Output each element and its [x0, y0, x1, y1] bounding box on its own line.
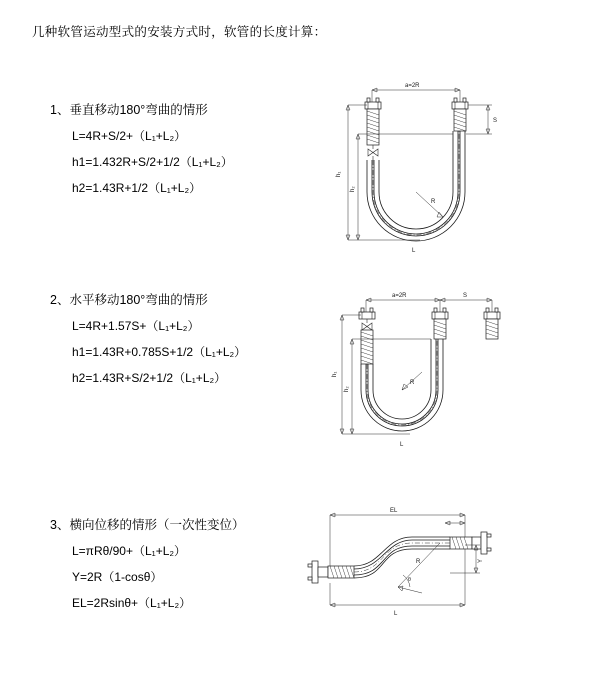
- section-1-formula-1: L=4R+S/2+（L₁+L₂）: [72, 129, 187, 143]
- svg-text:L: L: [400, 442, 404, 448]
- section-3-formula-3: EL=2Rsinθ+（L₁+L₂）: [72, 596, 192, 610]
- svg-text:R: R: [416, 559, 421, 565]
- vertical-180-bend-svg: [310, 72, 520, 267]
- svg-text:R: R: [410, 380, 415, 386]
- section-2-text: [50, 290, 310, 395]
- section-2-formula-3: h2=1.43R+S/2+1/2（L₁+L₂）: [72, 371, 227, 385]
- section-2-formula-2: h1=1.43R+0.785S+1/2（L₁+L₂）: [72, 345, 247, 359]
- svg-text:h₂: h₂: [344, 386, 350, 392]
- svg-text:Y: Y: [478, 558, 484, 563]
- svg-text:L: L: [412, 248, 416, 254]
- section-3-formula-2: Y=2R（1-cosθ）: [72, 570, 163, 584]
- section-3-formula-1: L=πRθ/90+（L₁+L₂）: [72, 544, 187, 558]
- page-title: 几种软管运动型式的安装方式时，软管的长度计算：: [32, 25, 327, 39]
- svg-text:S: S: [463, 293, 468, 299]
- section-1-formula-2: h1=1.432R+S/2+1/2（L₁+L₂）: [72, 155, 233, 169]
- horizontal-180-bend-svg: [310, 282, 525, 457]
- section-3-title: 3、横向位移的情形（一次性变位）: [50, 518, 245, 532]
- svg-text:S: S: [493, 118, 498, 124]
- section-1-text: [50, 100, 310, 205]
- section-3-text: [50, 515, 310, 620]
- svg-text:R: R: [431, 199, 436, 205]
- svg-text:h₁: h₁: [336, 171, 342, 177]
- horizontal-180-bend-diagram: [310, 282, 525, 457]
- svg-text:θ: θ: [408, 577, 411, 583]
- lateral-offset-diagram: [290, 501, 505, 631]
- lateral-offset-svg: [290, 501, 505, 631]
- svg-text:a=2R: a=2R: [392, 293, 407, 299]
- vertical-180-bend-diagram: [310, 72, 520, 267]
- svg-text:h₂: h₂: [350, 186, 356, 192]
- svg-text:a=2R: a=2R: [405, 83, 420, 89]
- section-2-formula-1: L=4R+1.57S+（L₁+L₂）: [72, 319, 200, 333]
- svg-text:EL: EL: [390, 508, 398, 514]
- section-1-title: 1、垂直移动180°弯曲的情形: [50, 103, 208, 117]
- section-2-title: 2、水平移动180°弯曲的情形: [50, 293, 208, 307]
- section-1-formula-3: h2=1.43R+1/2（L₁+L₂）: [72, 181, 202, 195]
- svg-text:L: L: [394, 611, 398, 617]
- svg-text:h₁: h₁: [332, 371, 338, 377]
